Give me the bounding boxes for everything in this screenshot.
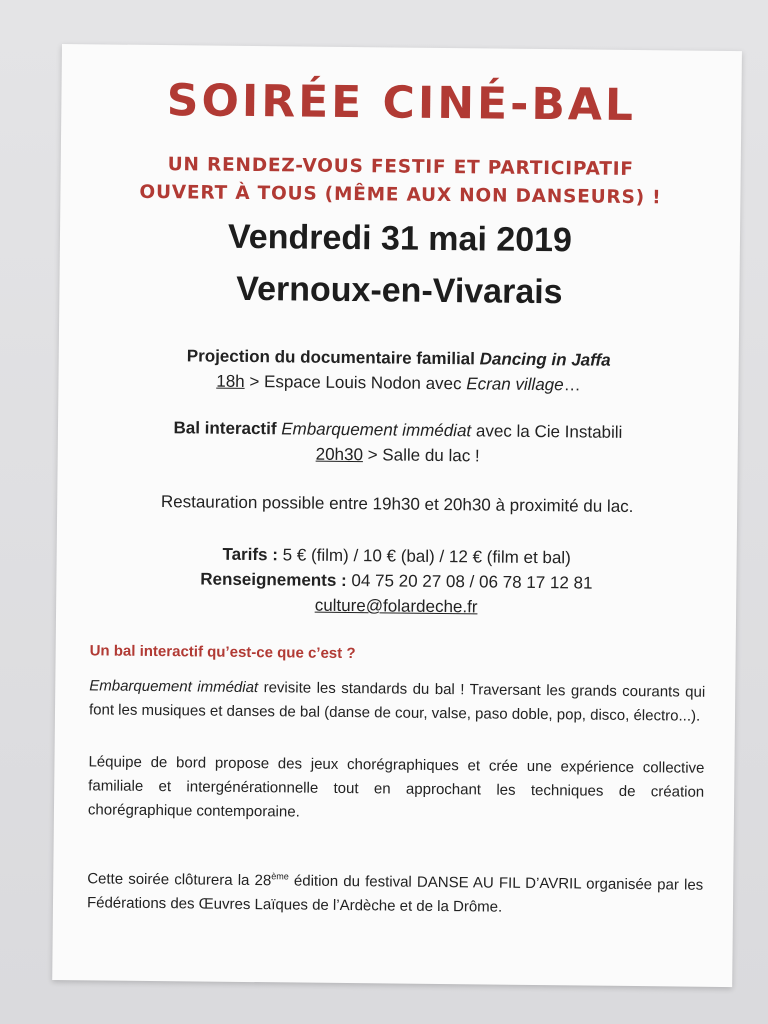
bal-label: Bal interactif xyxy=(173,418,277,439)
subtitle-line-1: UN RENDEZ-VOUS FESTIF ET PARTICIPATIF xyxy=(167,154,634,180)
bal-company: avec la Cie Instabili xyxy=(475,421,623,442)
section-heading: Un bal interactif qu’est-ce que c’est ? xyxy=(89,642,356,663)
renseignements-phones: 04 75 20 27 08 / 06 78 17 12 81 xyxy=(351,571,593,593)
contact-email-link[interactable]: culture@folardeche.fr xyxy=(314,595,478,617)
event-place: Vernoux-en-Vivarais xyxy=(236,269,563,312)
projection-time: 18h xyxy=(216,371,245,391)
flyer-sheet xyxy=(52,44,742,987)
projection-block xyxy=(58,342,738,399)
paragraph-2: Léquipe de bord propose des jeux chorégraphiques et crée une expérience collective familiale et intergénérationnelle tout en approchant les techniques de création chorégraphique contemporaine. xyxy=(87,753,705,821)
bal-block xyxy=(58,414,738,471)
paragraph-1-text: revisite les standards du bal ! Traversant les grands courants qui font les musiques et danses de bal (danse de cour, valse, paso doble, pop, disco, électro...). xyxy=(88,679,706,725)
flyer-title: SOIRÉE CINÉ-BAL xyxy=(166,75,637,132)
projection-venue: > Espace Louis Nodon avec xyxy=(249,371,462,394)
tarifs-label: Tarifs : xyxy=(222,544,279,565)
bal-venue: > Salle du lac ! xyxy=(367,445,480,466)
bal-time: 20h30 xyxy=(315,444,364,465)
flyer-subtitle xyxy=(80,150,721,213)
subtitle-line-2: OUVERT À TOUS (MÊME AUX NON DANSEURS) ! xyxy=(139,181,662,209)
projection-film-title: Dancing in Jaffa xyxy=(479,349,611,370)
tarifs-value: 5 € (film) / 10 € (bal) / 12 € (film et bal) xyxy=(282,545,571,568)
renseignements-label: Renseignements : xyxy=(200,569,347,591)
projection-label: Projection du documentaire familial xyxy=(186,346,476,369)
paragraph-3 xyxy=(87,862,704,921)
projection-partner: Ecran village xyxy=(466,374,564,395)
paragraph-3-text-before: Cette soirée clôturera la 28 xyxy=(87,870,272,890)
event-date: Vendredi 31 mai 2019 xyxy=(227,217,573,260)
projection-ellipsis: … xyxy=(563,375,581,395)
contact-block xyxy=(56,540,737,622)
bal-show-title: Embarquement immédiat xyxy=(281,419,472,441)
paragraph-1 xyxy=(89,674,705,728)
restauration-info: Restauration possible entre 19h30 et 20h30 à proximité du lac. xyxy=(160,492,634,517)
paragraph-3-superscript: ème xyxy=(271,871,289,882)
paragraph-3-text-after: édition du festival DANSE AU FIL D’AVRIL organisée par les Fédérations des Œuvres Laïques de l’Ardèche et de la Drôme. xyxy=(86,872,704,916)
paragraph-1-show-title: Embarquement immédiat xyxy=(89,677,259,697)
